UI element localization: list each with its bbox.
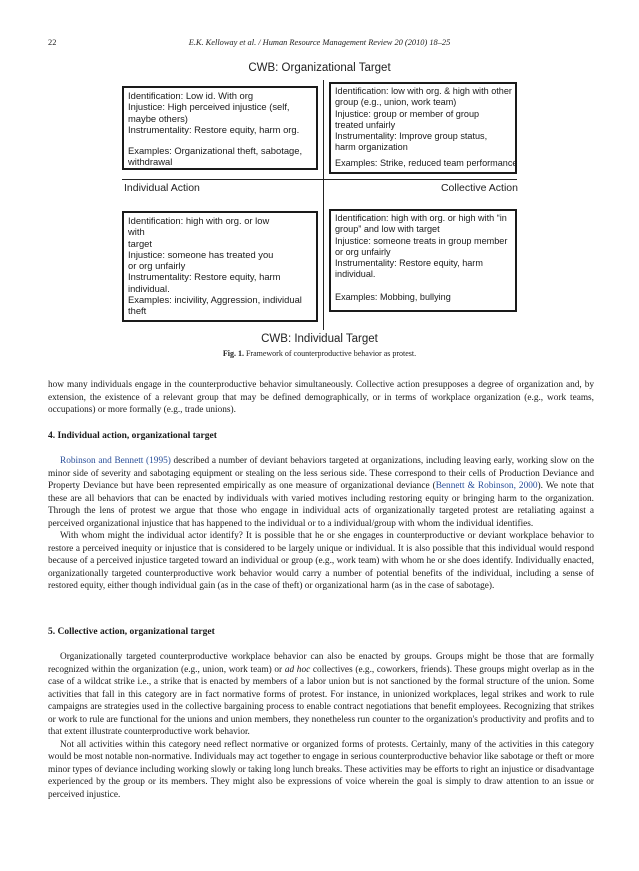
figure-vertical-axis	[323, 80, 324, 330]
section-4-heading: 4. Individual action, organizational target	[48, 431, 217, 441]
running-head: E.K. Kelloway et al. / Human Resource Management Review 20 (2010) 18–25	[188, 38, 451, 47]
box-individual-organizational: Identification: Low id. With org Injustice: High perceived injustice (self, maybe others) Instrumentality: Restore equity, harm org. Examples: Organizational theft, sabotage, withdrawal	[122, 86, 318, 170]
section-4-body	[48, 455, 594, 593]
figure-right-axis-label: Collective Action	[440, 182, 518, 194]
figure-caption-label: Fig. 1.	[222, 349, 244, 358]
figure-caption-text: Framework of counterproductive behavior as protest.	[245, 349, 417, 358]
figure-top-label: CWB: Organizational Target	[248, 62, 391, 74]
figure-caption	[0, 349, 639, 358]
figure-horizontal-axis	[122, 179, 517, 180]
section-5-heading: 5. Collective action, organizational target	[48, 627, 215, 637]
page-number: 22	[48, 38, 57, 47]
box-collective-organizational: Identification: low with org. & high with other group (e.g., union, work team) Injustice: group or member of group treated unfairly Instrumentality: Improve group status, harm organization Examples: Strike, reduced team performance	[329, 82, 517, 174]
running-header	[48, 38, 591, 52]
box-collective-individual: Identification: high with org. or high with “in group” and low with target Injustice: someone treats in group member or org unfairly Instrumentality: Restore equity, harm individual. Examples: Mobbing, bullying	[329, 209, 517, 312]
citation-robinson-bennett-1995[interactable]: Robinson and Bennett (1995)	[60, 456, 171, 466]
figure-bottom-label: CWB: Individual Target	[261, 333, 378, 345]
section-4-paragraph-1: Robinson and Bennett (1995) described a number of deviant behaviors targeted at organizations, including leaving early, working slow on the minor side of severity and sabotaging equipment or stealing on the less serious side. These correspond to their cells of Production Deviance and Property Deviance but have been represented empirically as one measure of organizational deviance (Bennett & Robinson, 2000). We note that these are all behaviors that can be enacted by individuals with varied motives including restoring equity or bringing harm to the organization. Through the lens of protest we argue that those who engage in individual acts of organizationally targeted protest are retaliating against a perceived organizational injustice that has happened to the individual or to a individual/group with whom the individual identifies.	[48, 456, 594, 529]
section-5-paragraph-1: Organizationally targeted counterproductive workplace behavior can also be enacted by groups. Groups might be those that are formally recognized within the organization (e.g., union, work team) or ad hoc collectives (e.g., coworkers, friends). These groups might overlap as in the case of a wildcat strike i.e., a strike that is enacted by members of a labor union but is not sanctioned by the formal structure of the union. Some activities that fall in this category are in fact normative forms of protest. For instance, in unionized workplaces, legal strikes and work to rule campaigns are strategies used in the collective bargaining process to enable contract negotiations that benefit employees. Recognizing that strikes or work to rule are functional for the unions and union members, they nonetheless run counter to the organization's productivity and profits and to that extent illustrate counterproductive work behavior.	[48, 652, 594, 737]
paragraph-continued: how many individuals engage in the counterproductive behavior simultaneously. Collective action presupposes a degree of organization and, by extension, the existence of a relevant group that may be defined demographically, or in terms of workplace organization (e.g., work teams, occupations) or more formally (e.g., trade unions).	[48, 380, 594, 415]
section-5-body	[48, 651, 594, 801]
figure-left-axis-label: Individual Action	[124, 182, 200, 194]
section-5-paragraph-2: Not all activities within this category need reflect normative or organized forms of protests. Certainly, many of the activities in this category would be most notable non-normative. Individuals may act together to engage in serious counterproductive behavior like sabotage or theft or more minor types of deviance including working slowly or taking long lunch breaks. These activities may be efforts to right an injustice or disadvantage experienced by the group or its members. They might also be expressions of voice wherein the goal is simply to draw attention to an issue or perceived injustice.	[48, 739, 594, 800]
section-4-paragraph-2: With whom might the individual actor identify? It is possible that he or she engages in counterproductive or deviant workplace behavior to restore a perceived inequity or injustice that is considered to be largely unique or individual. It is also possible that this individual would respond because of a perceived injustice targeted toward an individual or group (e.g., work team) with whom he or she does identify. Individually enacted, organizationally targeted counterproductive work behavior would carry a number of potential benefits of the individual, including a sense of restored equity, either though individual gain (as in the case of theft) or organizational harm (as in the case of sabotage).	[48, 531, 594, 591]
box-individual-individual: Identification: high with org. or low with target Injustice: someone has treated you or org unfairly Instrumentality: Restore equity, harm individual. Examples: incivility, Aggression, individual theft	[122, 211, 318, 322]
citation-bennett-robinson-2000[interactable]: Bennett & Robinson, 2000	[435, 481, 538, 491]
